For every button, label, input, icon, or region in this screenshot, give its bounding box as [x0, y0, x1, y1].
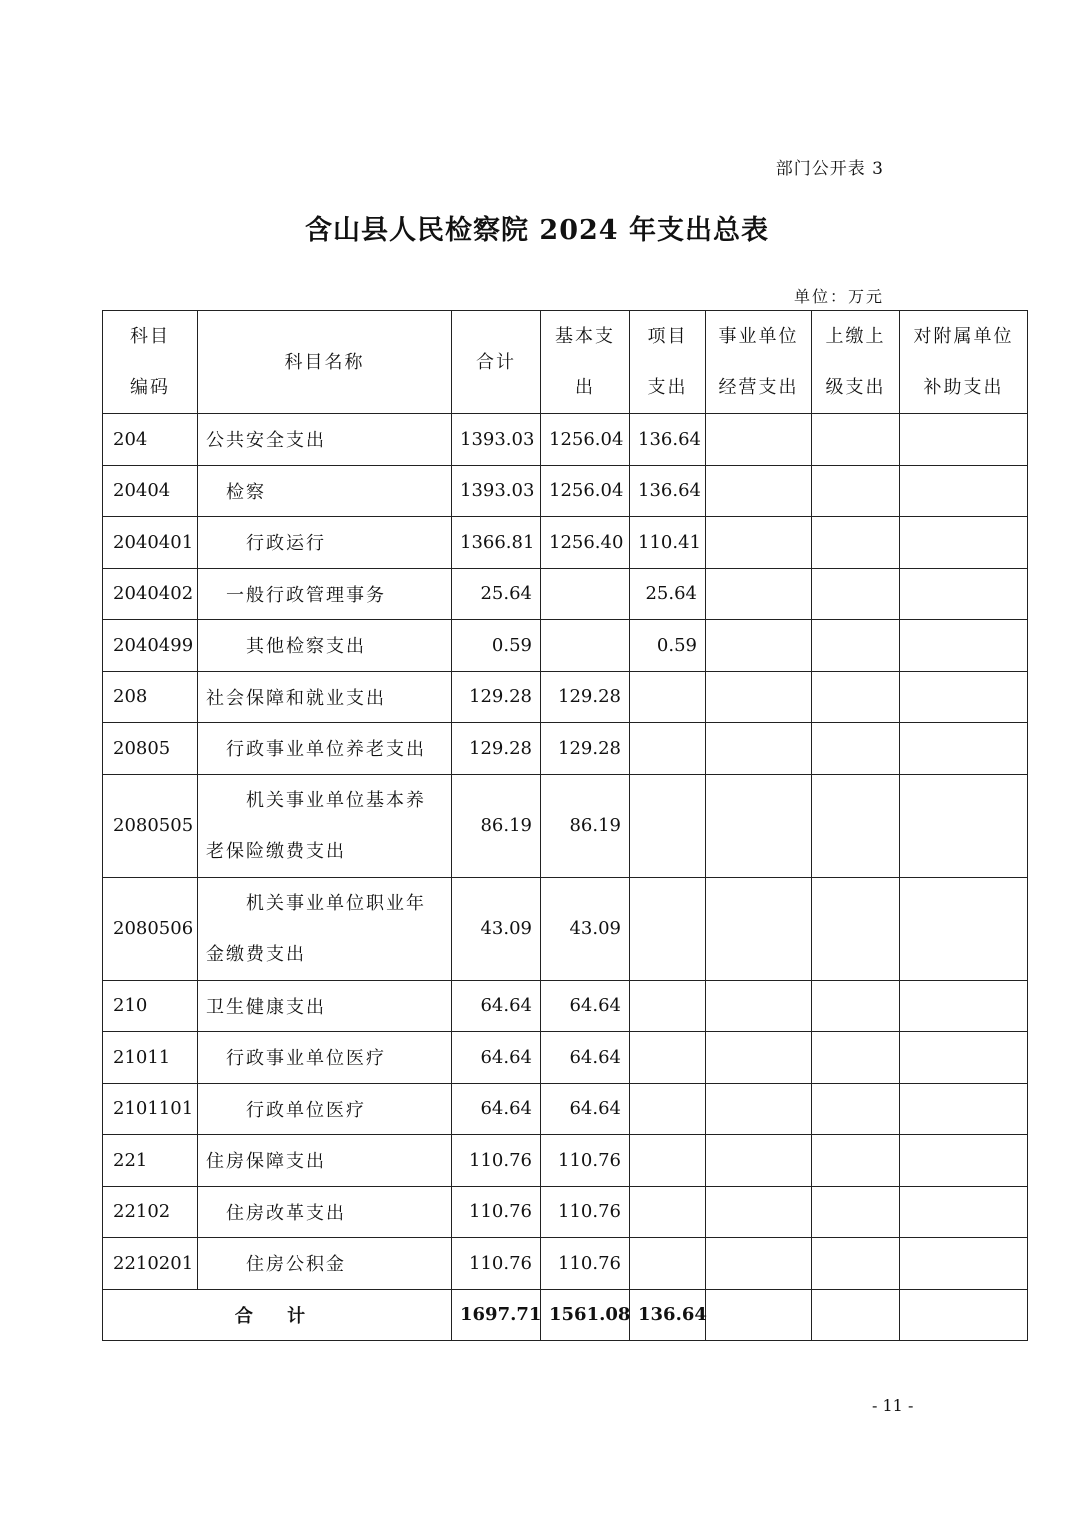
total-amount-biz — [706, 1289, 812, 1341]
amount-cell-basic: 64.64 — [541, 1032, 630, 1084]
amount-cell-project: 0.59 — [630, 620, 706, 672]
amount-cell-basic: 110.76 — [541, 1238, 630, 1290]
amount-cell-basic: 1256.40 — [541, 517, 630, 569]
amount-cell-project — [630, 1032, 706, 1084]
amount-cell-basic: 64.64 — [541, 980, 630, 1032]
column-header — [812, 311, 900, 414]
subject-name-line: 机关事业单位基本养 — [246, 789, 426, 811]
form-number: 部门公开表 3 — [775, 159, 884, 179]
table-row — [103, 568, 1028, 620]
table-row — [103, 980, 1028, 1032]
amount-cell-biz — [706, 1186, 812, 1238]
amount-cell-basic: 129.28 — [541, 671, 630, 723]
amount-cell-biz — [706, 877, 812, 980]
subject-code-cell: 2101101 — [103, 1083, 198, 1135]
page-title: 含山县人民检察院 2024 年支出总表 — [305, 215, 769, 246]
amount-cell-total: 64.64 — [452, 1083, 541, 1135]
subject-name-cell: 公共安全支出 — [198, 414, 452, 466]
table-row — [103, 1083, 1028, 1135]
amount-cell-project — [630, 877, 706, 980]
amount-cell-biz — [706, 517, 812, 569]
amount-cell-biz — [706, 1083, 812, 1135]
subject-name-cell: 检察 — [198, 465, 452, 517]
amount-cell-total: 64.64 — [452, 980, 541, 1032]
subject-name-cell: 社会保障和就业支出 — [198, 671, 452, 723]
amount-cell-total: 129.28 — [452, 671, 541, 723]
table-row — [103, 1135, 1028, 1187]
amount-cell-biz — [706, 723, 812, 775]
amount-cell-biz — [706, 671, 812, 723]
amount-cell-upper — [812, 568, 900, 620]
table-row — [103, 671, 1028, 723]
amount-cell-project: 110.41 — [630, 517, 706, 569]
amount-cell-upper — [812, 723, 900, 775]
amount-cell-sub — [900, 723, 1028, 775]
table-row — [103, 517, 1028, 569]
amount-cell-project — [630, 1083, 706, 1135]
amount-cell-basic — [541, 568, 630, 620]
subject-code-cell: 2210201 — [103, 1238, 198, 1290]
amount-cell-biz — [706, 1135, 812, 1187]
column-header-text: 科目 — [130, 326, 170, 347]
amount-cell-total: 110.76 — [452, 1135, 541, 1187]
table-row — [103, 620, 1028, 672]
amount-cell-project — [630, 1186, 706, 1238]
amount-cell-total: 86.19 — [452, 774, 541, 877]
amount-cell-project — [630, 671, 706, 723]
amount-cell-sub — [900, 620, 1028, 672]
amount-cell-sub — [900, 517, 1028, 569]
column-header-text: 级支出 — [825, 377, 886, 398]
subject-name-cell — [198, 877, 452, 980]
column-header-text: 合计 — [476, 351, 516, 373]
table-header-row — [103, 311, 1028, 414]
column-header — [541, 311, 630, 414]
amount-cell-project — [630, 1135, 706, 1187]
subject-code-cell: 2080505 — [103, 774, 198, 877]
amount-cell-biz — [706, 620, 812, 672]
column-header-text: 补助支出 — [923, 377, 1004, 398]
column-header — [198, 311, 452, 414]
amount-cell-sub — [900, 1135, 1028, 1187]
amount-cell-upper — [812, 1186, 900, 1238]
column-header-text: 支出 — [647, 377, 688, 398]
table-row — [103, 723, 1028, 775]
subject-name-cell: 行政运行 — [198, 517, 452, 569]
subject-code-cell: 208 — [103, 671, 198, 723]
total-amount-total: 1697.71 — [452, 1289, 541, 1341]
amount-cell-biz — [706, 980, 812, 1032]
column-header-text: 事业单位 — [718, 326, 799, 347]
table-row — [103, 774, 1028, 877]
amount-cell-total: 25.64 — [452, 568, 541, 620]
subject-code-cell: 2040402 — [103, 568, 198, 620]
amount-cell-basic: 129.28 — [541, 723, 630, 775]
table-row — [103, 1238, 1028, 1290]
table-row — [103, 877, 1028, 980]
total-label: 合 计 — [103, 1289, 452, 1341]
subject-code-cell: 22102 — [103, 1186, 198, 1238]
unit-label: 单位：万元 — [793, 287, 884, 306]
amount-cell-upper — [812, 1238, 900, 1290]
total-row — [103, 1289, 1028, 1341]
amount-cell-project — [630, 980, 706, 1032]
amount-cell-sub — [900, 568, 1028, 620]
subject-name-cell: 住房保障支出 — [198, 1135, 452, 1187]
table-row — [103, 465, 1028, 517]
subject-name-cell: 住房改革支出 — [198, 1186, 452, 1238]
amount-cell-upper — [812, 1032, 900, 1084]
expenditure-table — [102, 310, 1028, 1341]
subject-name-cell: 行政事业单位养老支出 — [198, 723, 452, 775]
table-row — [103, 1186, 1028, 1238]
amount-cell-biz — [706, 1032, 812, 1084]
column-header — [103, 311, 198, 414]
amount-cell-basic: 43.09 — [541, 877, 630, 980]
amount-cell-sub — [900, 465, 1028, 517]
amount-cell-basic — [541, 620, 630, 672]
subject-name-line: 老保险缴费支出 — [206, 840, 346, 862]
amount-cell-sub — [900, 1083, 1028, 1135]
page-number: - 11 - — [872, 1396, 914, 1415]
subject-code-cell: 2040401 — [103, 517, 198, 569]
amount-cell-basic: 1256.04 — [541, 414, 630, 466]
subject-code-cell: 210 — [103, 980, 198, 1032]
amount-cell-total: 43.09 — [452, 877, 541, 980]
subject-code-cell: 2080506 — [103, 877, 198, 980]
column-header — [630, 311, 706, 414]
subject-code-cell: 20404 — [103, 465, 198, 517]
amount-cell-sub — [900, 1186, 1028, 1238]
subject-name-cell — [198, 774, 452, 877]
amount-cell-total: 0.59 — [452, 620, 541, 672]
amount-cell-upper — [812, 1083, 900, 1135]
subject-code-cell: 21011 — [103, 1032, 198, 1084]
total-amount-project: 136.64 — [630, 1289, 706, 1341]
subject-code-cell: 221 — [103, 1135, 198, 1187]
column-header — [900, 311, 1028, 414]
amount-cell-total: 110.76 — [452, 1238, 541, 1290]
column-header-text: 基本支 — [555, 326, 615, 347]
column-header — [706, 311, 812, 414]
amount-cell-total: 129.28 — [452, 723, 541, 775]
total-amount-basic: 1561.08 — [541, 1289, 630, 1341]
amount-cell-project — [630, 1238, 706, 1290]
amount-cell-sub — [900, 1032, 1028, 1084]
amount-cell-sub — [900, 774, 1028, 877]
amount-cell-total: 1393.03 — [452, 414, 541, 466]
subject-code-cell: 2040499 — [103, 620, 198, 672]
amount-cell-basic: 110.76 — [541, 1186, 630, 1238]
column-header-text: 对附属单位 — [913, 326, 1014, 347]
amount-cell-basic: 1256.04 — [541, 465, 630, 517]
amount-cell-upper — [812, 414, 900, 466]
total-amount-sub — [900, 1289, 1028, 1341]
amount-cell-upper — [812, 877, 900, 980]
amount-cell-biz — [706, 465, 812, 517]
amount-cell-basic: 86.19 — [541, 774, 630, 877]
table-row — [103, 414, 1028, 466]
amount-cell-sub — [900, 877, 1028, 980]
subject-name-line: 金缴费支出 — [206, 943, 306, 965]
table-row — [103, 1032, 1028, 1084]
column-header-text: 科目名称 — [284, 351, 365, 373]
column-header-text: 项目 — [647, 326, 688, 347]
subject-name-cell: 卫生健康支出 — [198, 980, 452, 1032]
amount-cell-basic: 64.64 — [541, 1083, 630, 1135]
total-amount-upper — [812, 1289, 900, 1341]
subject-name-line: 机关事业单位职业年 — [246, 892, 426, 914]
subject-name-cell: 行政事业单位医疗 — [198, 1032, 452, 1084]
amount-cell-biz — [706, 774, 812, 877]
subject-name-cell: 其他检察支出 — [198, 620, 452, 672]
subject-name-cell: 住房公积金 — [198, 1238, 452, 1290]
column-header-text: 出 — [575, 377, 595, 398]
amount-cell-biz — [706, 1238, 812, 1290]
amount-cell-total: 1366.81 — [452, 517, 541, 569]
subject-code-cell: 20805 — [103, 723, 198, 775]
amount-cell-total: 64.64 — [452, 1032, 541, 1084]
amount-cell-project: 25.64 — [630, 568, 706, 620]
subject-name-cell: 一般行政管理事务 — [198, 568, 452, 620]
subject-code-cell: 204 — [103, 414, 198, 466]
column-header-text: 上缴上 — [825, 326, 886, 347]
amount-cell-sub — [900, 1238, 1028, 1290]
amount-cell-upper — [812, 671, 900, 723]
column-header-text: 编码 — [130, 377, 170, 398]
amount-cell-sub — [900, 980, 1028, 1032]
amount-cell-upper — [812, 465, 900, 517]
amount-cell-total: 110.76 — [452, 1186, 541, 1238]
amount-cell-upper — [812, 774, 900, 877]
amount-cell-project — [630, 774, 706, 877]
amount-cell-biz — [706, 414, 812, 466]
amount-cell-upper — [812, 517, 900, 569]
column-header — [452, 311, 541, 414]
amount-cell-project — [630, 723, 706, 775]
amount-cell-project: 136.64 — [630, 465, 706, 517]
amount-cell-sub — [900, 671, 1028, 723]
column-header-text: 经营支出 — [718, 377, 799, 398]
amount-cell-project: 136.64 — [630, 414, 706, 466]
amount-cell-upper — [812, 1135, 900, 1187]
amount-cell-biz — [706, 568, 812, 620]
amount-cell-sub — [900, 414, 1028, 466]
amount-cell-basic: 110.76 — [541, 1135, 630, 1187]
amount-cell-upper — [812, 980, 900, 1032]
amount-cell-upper — [812, 620, 900, 672]
amount-cell-total: 1393.03 — [452, 465, 541, 517]
table-body — [103, 414, 1028, 1341]
subject-name-cell: 行政单位医疗 — [198, 1083, 452, 1135]
